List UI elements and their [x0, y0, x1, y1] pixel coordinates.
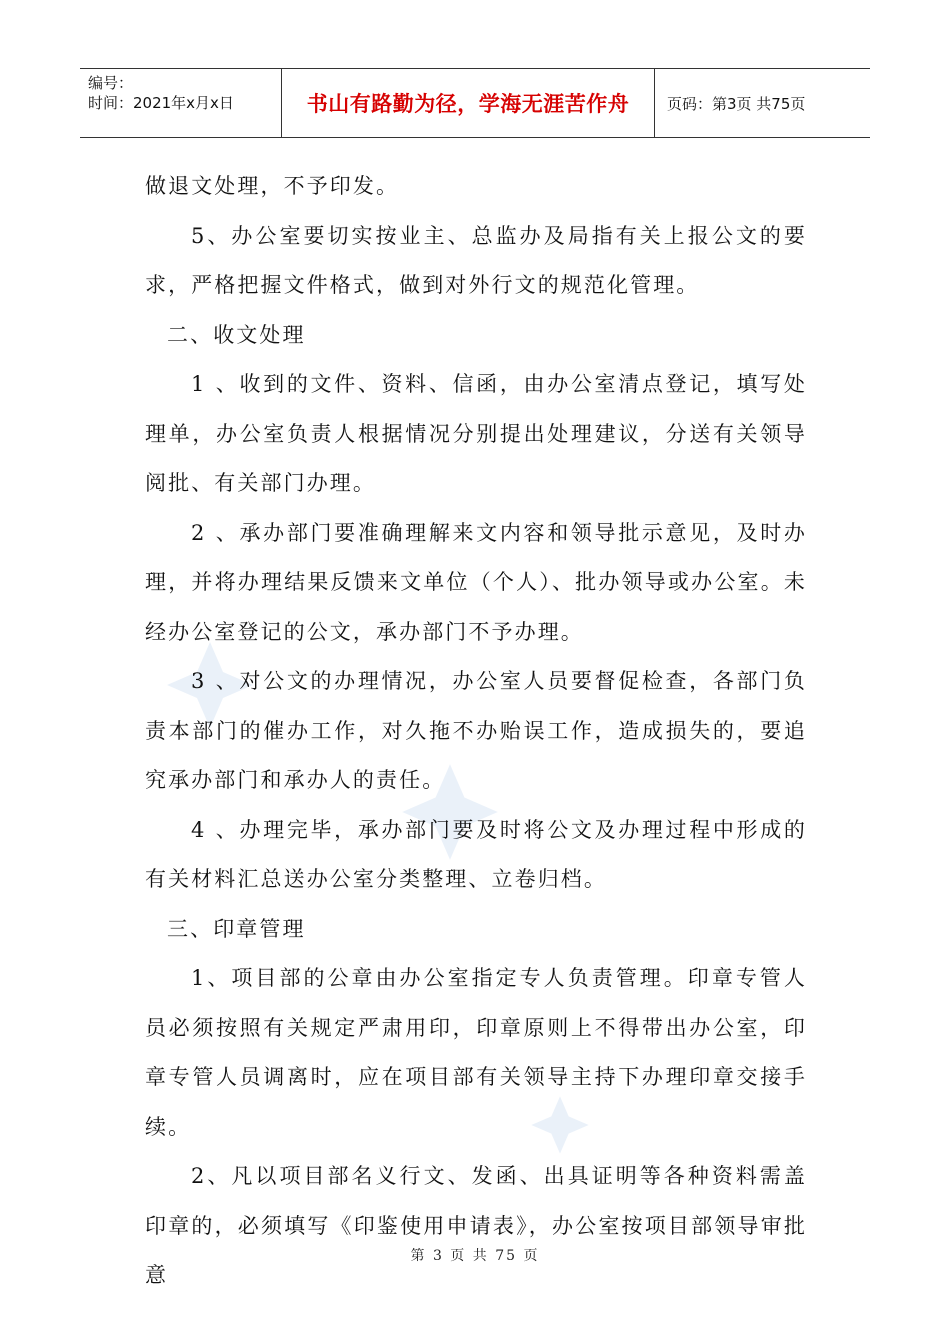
- section-heading: 二、收文处理: [167, 322, 306, 347]
- paragraph: 1、项目部的公章由办公室指定专人负责管理。印章专管人员必须按照有关规定严肃用印，印章原则上不得带出办公室，印章专管人员调离时，应在项目部有关领导主持下办理印章交接手续。: [145, 966, 807, 1139]
- page-footer: 第 3 页 共 75 页: [410, 1248, 540, 1264]
- section-heading: 三、印章管理: [167, 916, 306, 941]
- paragraph: 1 、收到的文件、资料、信函，由办公室清点登记，填写处理单，办公室负责人根据情况分别提出处理建议，分送有关领导阅批、有关部门办理。: [145, 372, 807, 495]
- header-meta: [80, 69, 282, 137]
- paragraph: 4 、办理完毕，承办部门要及时将公文及办理过程中形成的有关材料汇总送办公室分类整理、立卷归档。: [145, 817, 807, 891]
- paragraph: 3 、对公文的办理情况，办公室人员要督促检查，各部门负责本部门的催办工作，对久拖不办贻误工作，造成损失的，要追究承办部门和承办人的责任。: [145, 669, 807, 792]
- paragraph: 5、办公室要切实按业主、总监办及局指有关上报公文的要求，严格把握文件格式，做到对外行文的规范化管理。: [145, 223, 807, 297]
- paragraph: 做退文处理，不予印发。: [145, 174, 400, 198]
- document-body: [145, 162, 807, 1301]
- page-header: [80, 68, 870, 138]
- document-number-label: 编号：: [88, 74, 134, 92]
- header-motto: 书山有路勤为径，学海无涯苦作舟: [282, 69, 655, 137]
- header-page-info: 页码：第3页 共75页: [667, 94, 806, 113]
- paragraph: 2 、承办部门要准确理解来文内容和领导批示意见，及时办理，并将办理结果反馈来文单位（个人）、批办领导或办公室。未经办公室登记的公文，承办部门不予办理。: [145, 520, 807, 644]
- document-time-label: 时间：2021年x月x日: [88, 94, 234, 112]
- paragraph: 2、凡以项目部名义行文、发函、出具证明等各种资料需盖印章的，必须填写《印鉴使用申请表》，办公室按项目部领导审批意: [145, 1164, 807, 1287]
